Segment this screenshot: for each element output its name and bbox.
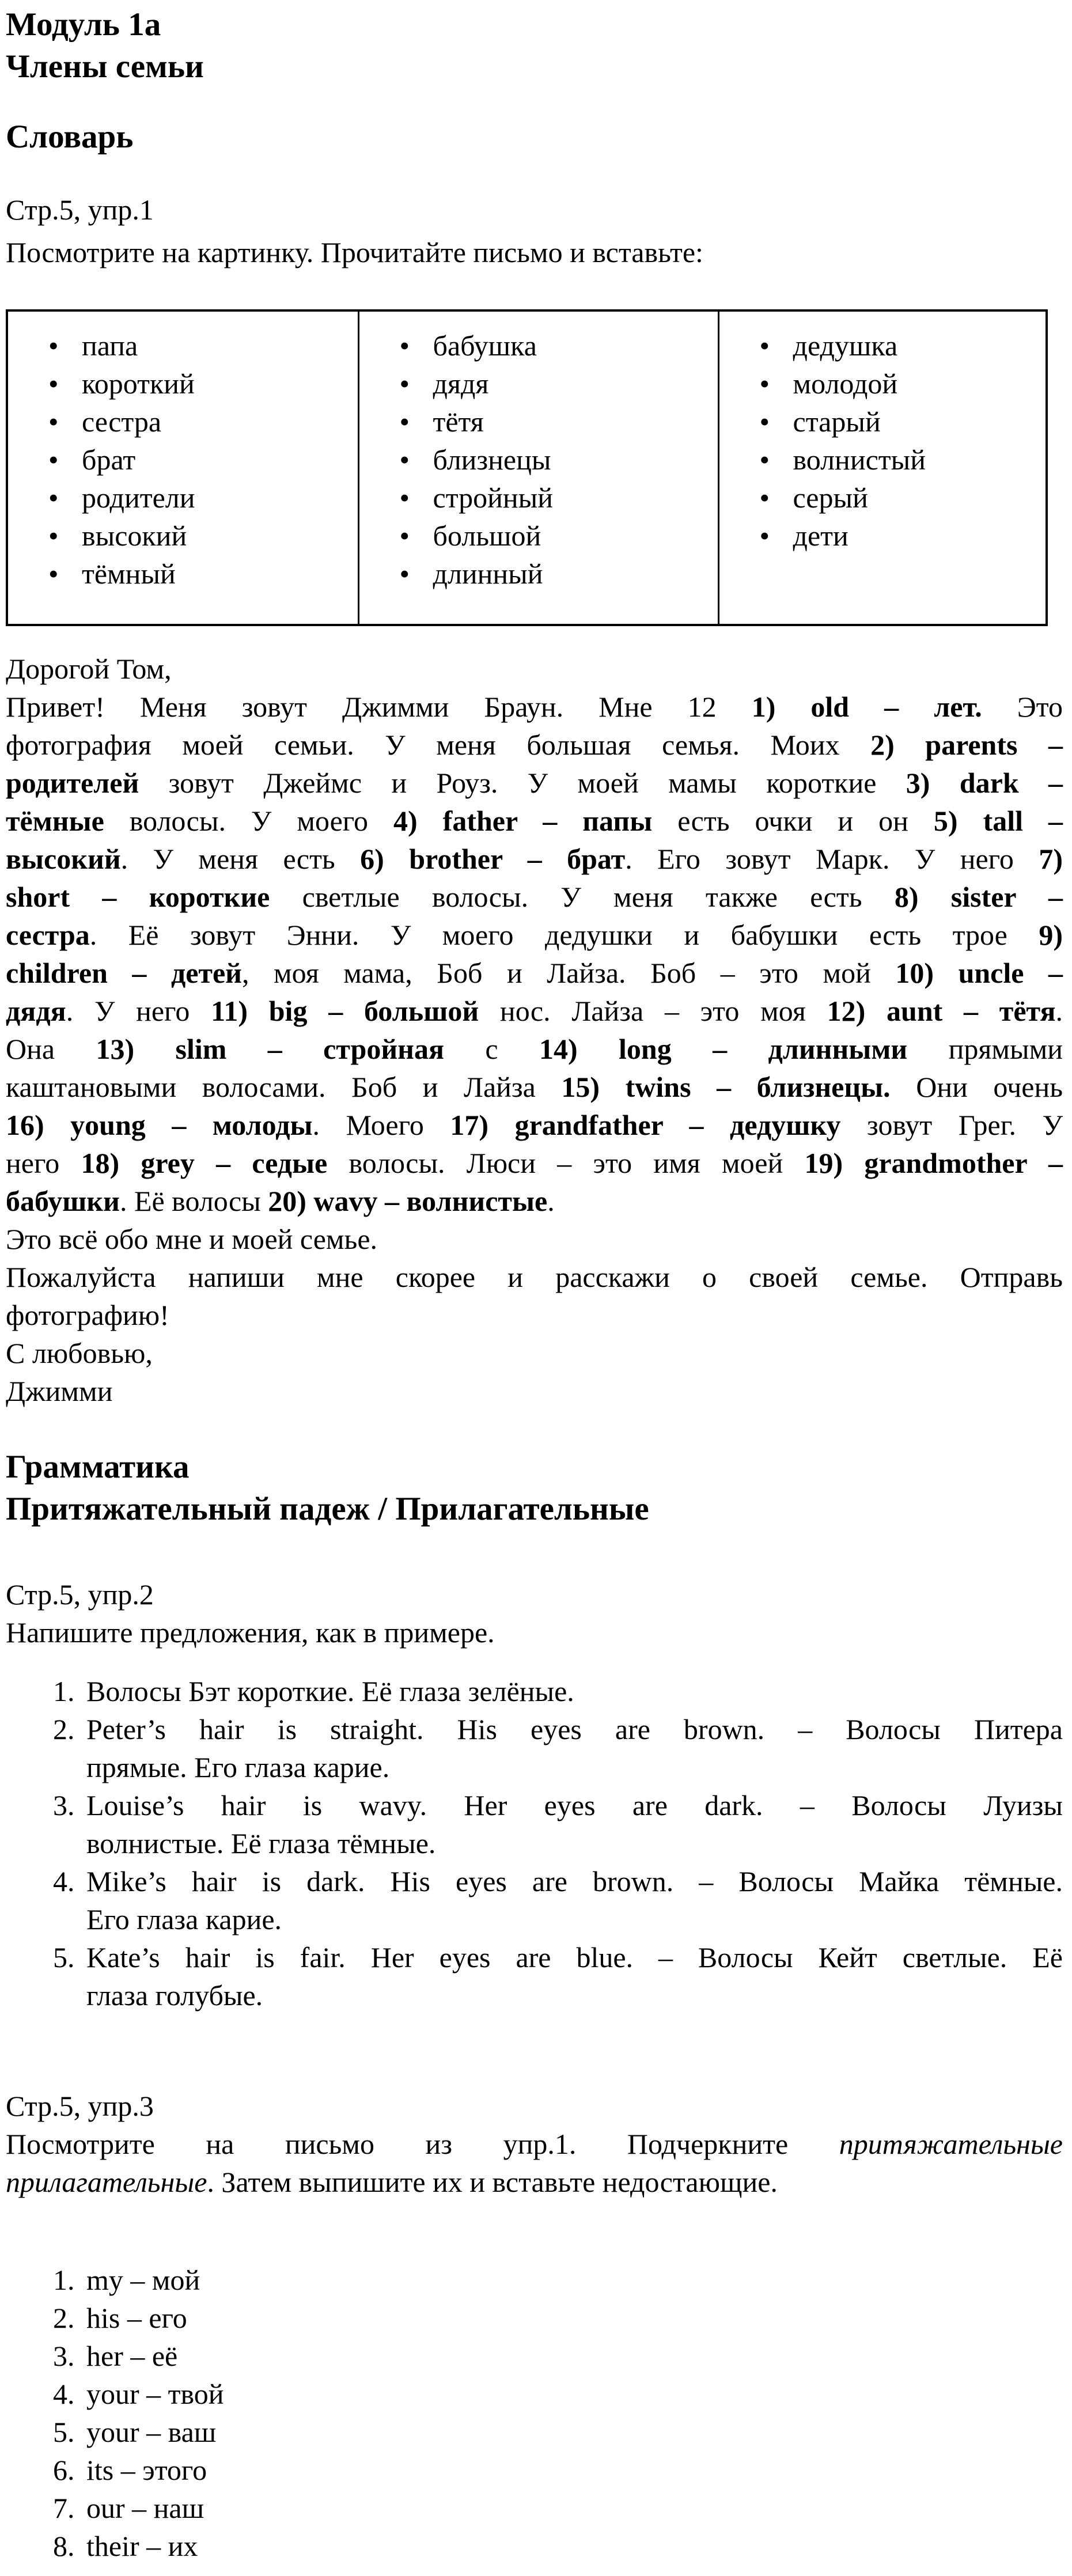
text-line [6, 726, 1063, 764]
bullet-icon: • [48, 368, 59, 400]
vocabulary-word: близнецы [433, 444, 551, 476]
plain-text: . Моего [312, 1109, 450, 1141]
list-item-number: 4. [53, 1865, 75, 1897]
vocabulary-table-row [7, 310, 1047, 625]
vocabulary-word: дедушка [793, 329, 898, 362]
bullet-icon: • [48, 406, 59, 438]
answer-bold-text: тёмные [6, 805, 104, 837]
plain-text: Дорогой Том, [6, 653, 172, 685]
vocabulary-item [48, 441, 353, 479]
text-line [6, 2163, 1063, 2201]
plain-text: волосы. Люси – это имя моей [327, 1147, 805, 1179]
module-topic-heading: Члены семьи [6, 48, 204, 85]
vocabulary-section-heading: Словарь [6, 119, 134, 155]
text-line [6, 2125, 1063, 2163]
exercise1-reference: Стр.5, упр.1 [6, 194, 154, 226]
answer-bold-text: 12) aunt – тётя [827, 995, 1056, 1027]
vocabulary-item [48, 327, 353, 365]
plain-text: Это [982, 691, 1063, 723]
bullet-icon: • [399, 406, 410, 438]
vocabulary-item [760, 403, 1041, 441]
plain-text: . [1055, 995, 1063, 1027]
plain-text: фотография моей семьи. У меня большая семья. Моих [6, 729, 871, 761]
list-item [6, 2337, 1063, 2375]
vocabulary-item [400, 403, 713, 441]
list-item-number: 1. [53, 1675, 75, 1707]
list-item-line: his – его [86, 2302, 187, 2334]
list-item-number: 8. [53, 2530, 75, 2562]
list-item-line: Peter’s hair is straight. His eyes are brown. – Волосы Питера [86, 1713, 1063, 1745]
bullet-icon: • [759, 368, 770, 400]
list-item [6, 2299, 1063, 2337]
answer-bold-text: 4) father – папы [393, 805, 653, 837]
exercise2-task: Напишите предложения, как в примере. [6, 1616, 495, 1649]
exercise2-reference: Стр.5, упр.2 [6, 1578, 154, 1611]
answer-bold-text: высокий [6, 843, 121, 875]
list-item [6, 2451, 1063, 2489]
text-line [6, 1106, 1063, 1144]
plain-text: Посмотрите на письмо из упр.1. Подчеркните [6, 2128, 839, 2160]
vocabulary-word: волнистый [793, 444, 926, 476]
plain-text: прямыми [907, 1033, 1063, 1065]
bullet-icon: • [759, 520, 770, 552]
plain-text: . Её волосы [119, 1185, 268, 1217]
text-line [6, 1144, 1063, 1182]
list-item-number: 5. [53, 2416, 75, 2448]
text-line [6, 840, 1063, 878]
bullet-icon: • [48, 482, 59, 514]
list-item-line: your – ваш [86, 2416, 217, 2448]
list-item-line: its – этого [86, 2454, 207, 2486]
text-line [6, 802, 1063, 840]
text-line [6, 764, 1063, 802]
text-line [6, 650, 1063, 688]
answer-bold-text: 9) [1039, 919, 1063, 951]
plain-text: . У него [66, 995, 211, 1027]
answer-bold-text: 14) long – длинными [539, 1033, 908, 1065]
text-line [6, 1068, 1063, 1106]
list-item-line: their – их [86, 2530, 198, 2562]
bullet-icon: • [759, 329, 770, 362]
grammar-section [6, 1446, 1063, 1530]
answer-bold-text: 5) tall – [933, 805, 1063, 837]
bullet-icon: • [759, 444, 770, 476]
bullet-icon: • [48, 558, 59, 590]
list-item-number: 5. [53, 1941, 75, 1973]
vocabulary-word: дядя [433, 368, 489, 400]
answer-bold-text: сестра [6, 919, 90, 951]
vocabulary-item [400, 479, 713, 517]
list-item-number: 4. [53, 2378, 75, 2410]
plain-text: . [547, 1185, 555, 1217]
grammar-heading: Грамматика [6, 1449, 190, 1485]
vocabulary-item [400, 517, 713, 555]
text-line [6, 1030, 1063, 1068]
plain-text: . У меня есть [120, 843, 361, 875]
answer-bold-text: 8) sister – [894, 881, 1063, 913]
list-item-number: 7. [53, 2492, 75, 2524]
vocabulary-table [6, 309, 1048, 626]
bullet-icon: • [48, 520, 59, 552]
bullet-icon: • [48, 444, 59, 476]
vocabulary-word: стройный [433, 482, 554, 514]
bullet-icon: • [399, 520, 410, 552]
text-line [6, 916, 1063, 954]
vocabulary-item [760, 479, 1041, 517]
plain-text: волосы. У моего [104, 805, 394, 837]
text-line [6, 1334, 1063, 1372]
vocabulary-item [48, 479, 353, 517]
plain-text: . Её зовут Энни. У моего дедушки и бабушки есть трое [89, 919, 1039, 951]
vocabulary-column-3 [718, 310, 1047, 625]
vocabulary-word: бабушка [433, 329, 537, 362]
exercise1-task: Посмотрите на картинку. Прочитайте письмо и вставьте: [6, 236, 703, 268]
vocabulary-item [400, 555, 713, 593]
vocabulary-word: короткий [82, 368, 195, 400]
plain-text: светлые волосы. У меня также есть [270, 881, 895, 913]
plain-text: каштановыми волосами. Боб и Лайза [6, 1071, 562, 1103]
module-heading: Модуль 1а [6, 6, 161, 43]
bullet-icon: • [759, 482, 770, 514]
vocabulary-word: серый [793, 482, 868, 514]
list-item [6, 1710, 1063, 1786]
answer-bold-text: 2) parents – [870, 729, 1063, 761]
answer-bold-text: 1) old – лет. [751, 691, 982, 723]
answer-bold-text: 10) uncle – [895, 957, 1063, 989]
text-line [6, 1220, 1063, 1258]
list-item [6, 1672, 1063, 1710]
vocabulary-item [48, 365, 353, 403]
answer-bold-text: 15) twins – близнецы. [561, 1071, 891, 1103]
list-item-line: прямые. Его глаза карие. [86, 1751, 390, 1783]
list-item-line: волнистые. Её глаза тёмные. [86, 1827, 436, 1859]
list-item [6, 1786, 1063, 1862]
answer-bold-text: children – детей [6, 957, 242, 989]
list-item-line: Kate’s hair is fair. Her eyes are blue. – Волосы Кейт светлые. Её [86, 1941, 1063, 1973]
answer-bold-text: 11) big – большой [211, 995, 479, 1027]
bullet-icon: • [399, 482, 410, 514]
bullet-icon: • [399, 368, 410, 400]
list-item [6, 2375, 1063, 2413]
vocabulary-word: старый [793, 406, 881, 438]
list-item-number: 3. [53, 2340, 75, 2372]
bullet-icon: • [48, 329, 59, 362]
vocabulary-item [760, 327, 1041, 365]
vocabulary-word: молодой [793, 368, 898, 400]
bullet-icon: • [399, 329, 410, 362]
exercise3-answer-list [6, 2261, 1063, 2565]
list-item-number: 1. [53, 2264, 75, 2296]
exercise3-task [6, 2125, 1063, 2201]
vocabulary-word: большой [433, 520, 541, 552]
answer-bold-text: 19) grandmother – [804, 1147, 1063, 1179]
bullet-icon: • [759, 406, 770, 438]
exercise3-reference: Стр.5, упр.3 [6, 2090, 154, 2122]
answer-bold-text: родителей [6, 767, 139, 799]
answer-bold-text: дядя [6, 995, 66, 1027]
list-item [6, 2413, 1063, 2451]
list-item-number: 3. [53, 1789, 75, 1821]
vocabulary-column-2 [358, 310, 718, 625]
vocabulary-word: длинный [433, 558, 543, 590]
vocabulary-word: родители [82, 482, 195, 514]
list-item-line: her – её [86, 2340, 178, 2372]
plain-text: Это всё обо мне и моей семье. [6, 1223, 378, 1255]
list-item-line: Волосы Бэт короткие. Её глаза зелёные. [86, 1675, 574, 1707]
list-item [6, 2527, 1063, 2565]
letter-text [6, 650, 1063, 1410]
text-line [6, 954, 1063, 992]
answer-bold-text: 6) brother – брат [360, 843, 626, 875]
text-line [6, 1258, 1063, 1296]
plain-text: . Его зовут Марк. У него [625, 843, 1039, 875]
vocabulary-word: дети [793, 520, 848, 552]
answer-bold-text: 7) [1039, 843, 1063, 875]
bullet-icon: • [399, 444, 410, 476]
answer-bold-text: 3) dark – [906, 767, 1063, 799]
vocabulary-word: тёмный [82, 558, 176, 590]
answer-bold-text: 18) grey – седые [81, 1147, 328, 1179]
vocabulary-item [760, 441, 1041, 479]
plain-text: зовут Грег. У [840, 1109, 1063, 1141]
text-line [6, 1296, 1063, 1334]
answer-bold-text: 17) grandfather – дедушку [450, 1109, 841, 1141]
list-item-number: 2. [53, 1713, 75, 1745]
plain-text: него [6, 1147, 81, 1179]
list-item-line: Mike’s hair is dark. His eyes are brown. – Волосы Майка тёмные. [86, 1865, 1063, 1897]
answer-bold-text: 13) slim – стройная [96, 1033, 445, 1065]
list-item [6, 2489, 1063, 2527]
list-item [6, 2261, 1063, 2299]
vocabulary-item [400, 441, 713, 479]
vocabulary-item [760, 517, 1041, 555]
vocabulary-word: тётя [433, 406, 484, 438]
answer-bold-text: 20) wavy – волнистые [268, 1185, 548, 1217]
grammar-subheading: Притяжательный падеж / Прилагательные [6, 1491, 649, 1527]
plain-text: Она [6, 1033, 96, 1065]
list-item-line: your – твой [86, 2378, 224, 2410]
list-item [6, 1862, 1063, 1938]
plain-text: Они очень [890, 1071, 1063, 1103]
vocabulary-item [400, 365, 713, 403]
plain-text: С любовью, [6, 1337, 153, 1369]
vocabulary-column-1 [7, 310, 358, 625]
text-line [6, 878, 1063, 916]
answer-bold-text: 16) young – молоды [6, 1109, 313, 1141]
plain-text: есть очки и он [652, 805, 934, 837]
plain-text: Пожалуйста напиши мне скорее и расскажи о своей семье. Отправь [6, 1261, 1063, 1293]
plain-text: Привет! Меня зовут Джимми Браун. Мне 12 [6, 691, 752, 723]
list-item [6, 1938, 1063, 2014]
vocabulary-word: брат [82, 444, 136, 476]
answer-bold-text: short – короткие [6, 881, 270, 913]
list-item-line: our – наш [86, 2492, 204, 2524]
text-line [6, 1182, 1063, 1220]
plain-text: с [444, 1033, 539, 1065]
vocabulary-item [48, 517, 353, 555]
plain-text: нос. Лайза – это моя [479, 995, 827, 1027]
vocabulary-item [48, 403, 353, 441]
list-item-line: глаза голубые. [86, 1979, 263, 2011]
italic-text: прилагательные [6, 2166, 207, 2198]
answer-bold-text: бабушки [6, 1185, 120, 1217]
vocabulary-word: высокий [82, 520, 187, 552]
plain-text: . Затем выпишите их и вставьте недостающие. [207, 2166, 778, 2198]
text-line [6, 992, 1063, 1030]
plain-text: зовут Джеймс и Роуз. У моей мамы короткие [139, 767, 906, 799]
italic-text: притяжательные [839, 2128, 1063, 2160]
list-item-line: Louise’s hair is wavy. Her eyes are dark. – Волосы Луизы [86, 1789, 1063, 1821]
text-line [6, 1372, 1063, 1410]
plain-text: , моя мама, Боб и Лайза. Боб – это мой [242, 957, 896, 989]
vocabulary-item [400, 327, 713, 365]
list-item-number: 6. [53, 2454, 75, 2486]
plain-text: фотографию! [6, 1299, 169, 1331]
vocabulary-word: сестра [82, 406, 162, 438]
vocabulary-item [48, 555, 353, 593]
exercise2-answer-list [6, 1672, 1063, 2014]
list-item-line: Его глаза карие. [86, 1903, 282, 1935]
plain-text: Джимми [6, 1375, 113, 1407]
list-item-line: my – мой [86, 2264, 200, 2296]
vocabulary-item [760, 365, 1041, 403]
text-line [6, 688, 1063, 726]
list-item-number: 2. [53, 2302, 75, 2334]
bullet-icon: • [399, 558, 410, 590]
vocabulary-word: папа [82, 329, 138, 362]
